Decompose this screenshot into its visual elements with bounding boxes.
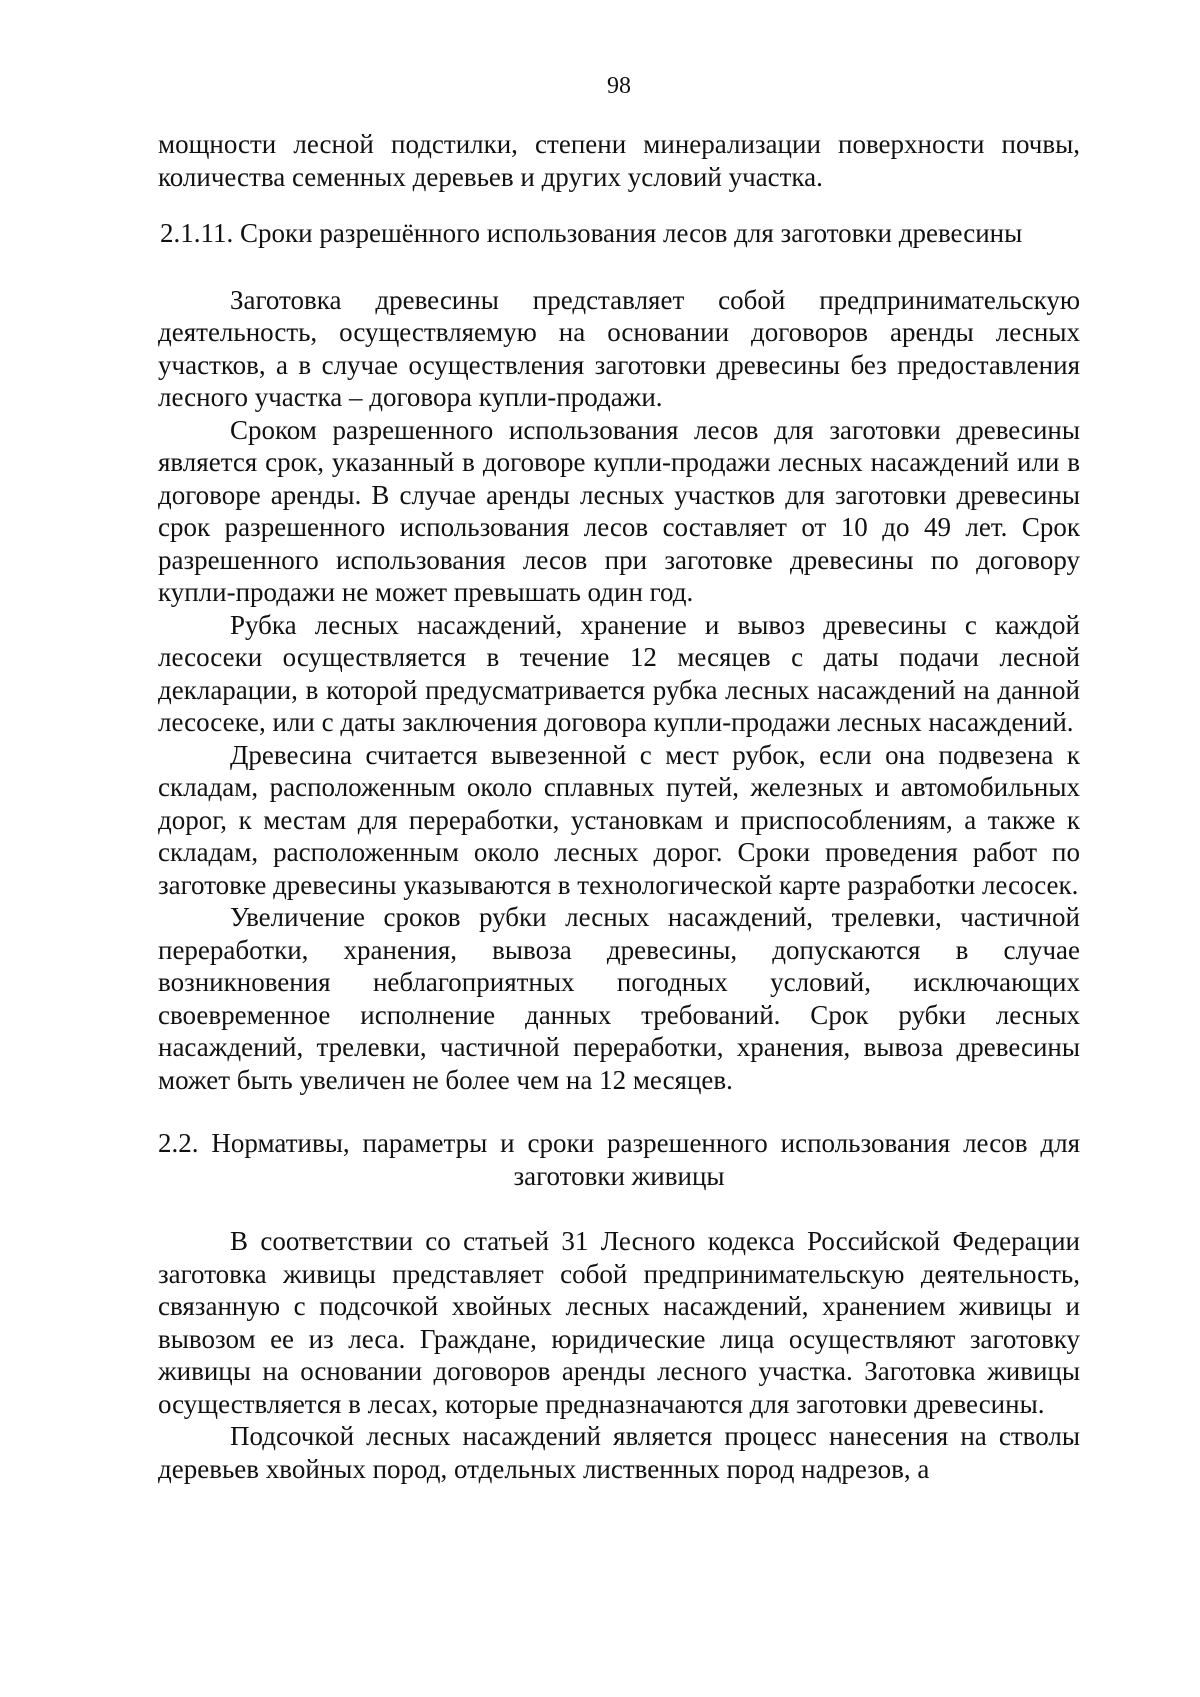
- page-number: 98: [607, 73, 631, 99]
- paragraph: Заготовка древесины представляет собой предпринимательскую деятельность, осуществляемую на основании договоров аренды лесных участков, а в случае осуществления заготовки древесины без предоставления лесного участка – договора купли-продажи.: [158, 284, 1080, 412]
- spacer: [158, 250, 1080, 284]
- paragraph: В соответствии со статьей 31 Лесного кодекса Российской Федерации заготовка живицы представляет собой предпринимательскую деятельность, связанную с подсочкой хвойных лесных насаждений, хранением живицы и вывозом ее из леса. Граждане, юридические лица осуществляют заготовку живицы на основании договоров аренды лесного участка. Заготовка живицы осуществляется в лесах, которые предназначаются для заготовки древесины.: [158, 1226, 1080, 1419]
- spacer: [158, 1192, 1080, 1225]
- spacer: [158, 1096, 1080, 1127]
- continuation-paragraph: мощности лесной подстилки, степени минерализации поверхности почвы, количества семенных деревьев и других условий участка.: [158, 129, 1080, 192]
- paragraph: Увеличение сроков рубки лесных насаждений, трелевки, частичной переработки, хранения, вывоза древесины, допускаются в случае возникновения неблагоприятных погодных условий, исключающих своевременное исполнение данных требований. Срок рубки лесных насаждений, трелевки, частичной переработки, хранения, вывоза древесины может быть увеличен не более чем на 12 месяцев.: [158, 902, 1080, 1095]
- section-heading-2-2: 2.2. Нормативы, параметры и сроки разрешенного использования лесов для заготовки живицы: [158, 1128, 1080, 1191]
- section-heading-2-1-11: 2.1.11. Сроки разрешённого использования лесов для заготовки древесины: [160, 218, 1023, 248]
- spacer: [158, 193, 1080, 217]
- paragraph: Древесина считается вывезенной с мест рубок, если она подвезена к складам, расположенным около сплавных путей, железных и автомобильных дорог, к местам для переработки, установкам и приспособлениям, а также к складам, расположенным около лесных дорог. Сроки проведения работ по заготовке древесины указываются в технологической карте разработки лесосек.: [158, 739, 1080, 900]
- paragraph: Рубка лесных насаждений, хранение и вывоз древесины с каждой лесосеки осуществляется в течение 12 месяцев с даты подачи лесной декларации, в которой предусматривается рубка лесных насаждений на данной лесосеке, или с даты заключения договора купли-продажи лесных насаждений.: [158, 609, 1080, 737]
- paragraph: Подсочкой лесных насаждений является процесс нанесения на стволы деревьев хвойных пород, отдельных лиственных пород надрезов, а: [158, 1421, 1080, 1484]
- document-body: [158, 128, 1080, 1485]
- paragraph: Сроком разрешенного использования лесов для заготовки древесины является срок, указанный в договоре купли-продажи лесных насаждений или в договоре аренды. В случае аренды лесных участков для заготовки древесины срок разрешенного использования лесов составляет от 10 до 49 лет. Срок разрешенного использования лесов при заготовке древесины по договору купли-продажи не может превышать один год.: [158, 414, 1080, 607]
